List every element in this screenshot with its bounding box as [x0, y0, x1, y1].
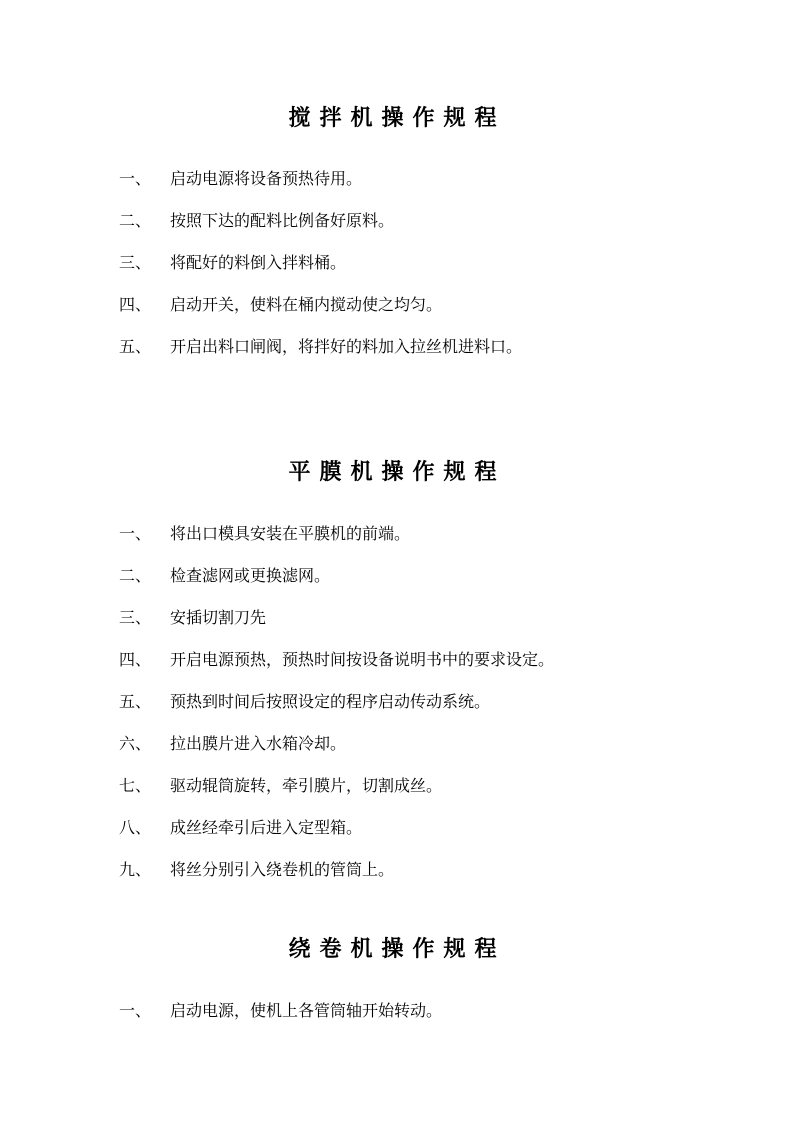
step-number: 三、: [119, 608, 152, 627]
step-number: 二、: [119, 211, 152, 230]
list-item: [119, 167, 719, 191]
step-number: 一、: [119, 524, 152, 543]
step-text: 检查滤网或更换滤网。: [170, 566, 331, 585]
list-item: [119, 858, 719, 882]
section-title-winder: 绕卷机操作规程: [288, 936, 506, 962]
step-number: 八、: [119, 818, 152, 837]
step-text: 将出口模具安装在平膜机的前端。: [170, 524, 411, 543]
step-text: 启动开关，使料在桶内搅动使之均匀。: [170, 295, 443, 314]
step-text: 拉出膜片进入水箱冷却。: [170, 734, 347, 753]
step-number: 五、: [119, 692, 152, 711]
section-title-mixer: 搅拌机操作规程: [288, 105, 506, 131]
list-item: [119, 999, 719, 1023]
step-text: 启动电源将设备预热待用。: [170, 169, 363, 188]
list-item: [119, 251, 719, 275]
list-item: [119, 690, 719, 714]
list-item: [119, 648, 719, 672]
step-number: 六、: [119, 734, 152, 753]
step-text: 开启出料口闸阀，将拌好的料加入拉丝机进料口。: [170, 337, 523, 356]
step-text: 启动电源，使机上各管筒轴开始转动。: [170, 1001, 443, 1020]
step-number: 二、: [119, 566, 152, 585]
step-text: 成丝经牵引后进入定型箱。: [170, 818, 363, 837]
step-text: 将配好的料倒入拌料桶。: [170, 253, 347, 272]
list-item: [119, 732, 719, 756]
list-item: [119, 209, 719, 233]
step-number: 七、: [119, 776, 152, 795]
list-item: [119, 522, 719, 546]
list-item: [119, 293, 719, 317]
list-item: [119, 816, 719, 840]
step-number: 一、: [119, 169, 152, 188]
step-number: 四、: [119, 295, 152, 314]
step-number: 九、: [119, 860, 152, 879]
step-text: 按照下达的配料比例备好原料。: [170, 211, 395, 230]
step-number: 一、: [119, 1001, 152, 1020]
step-number: 四、: [119, 650, 152, 669]
list-item: [119, 335, 719, 359]
step-text: 预热到时间后按照设定的程序启动传动系统。: [170, 692, 491, 711]
step-number: 五、: [119, 337, 152, 356]
step-text: 开启电源预热，预热时间按设备说明书中的要求设定。: [170, 650, 555, 669]
section-title-flat-film: 平膜机操作规程: [288, 459, 506, 485]
step-text: 驱动辊筒旋转，牵引膜片，切割成丝。: [170, 776, 443, 795]
step-number: 三、: [119, 253, 152, 272]
step-text: 安插切割刀先: [170, 608, 267, 627]
step-text: 将丝分别引入绕卷机的管筒上。: [170, 860, 395, 879]
list-item: [119, 606, 719, 630]
list-item: [119, 564, 719, 588]
list-item: [119, 774, 719, 798]
